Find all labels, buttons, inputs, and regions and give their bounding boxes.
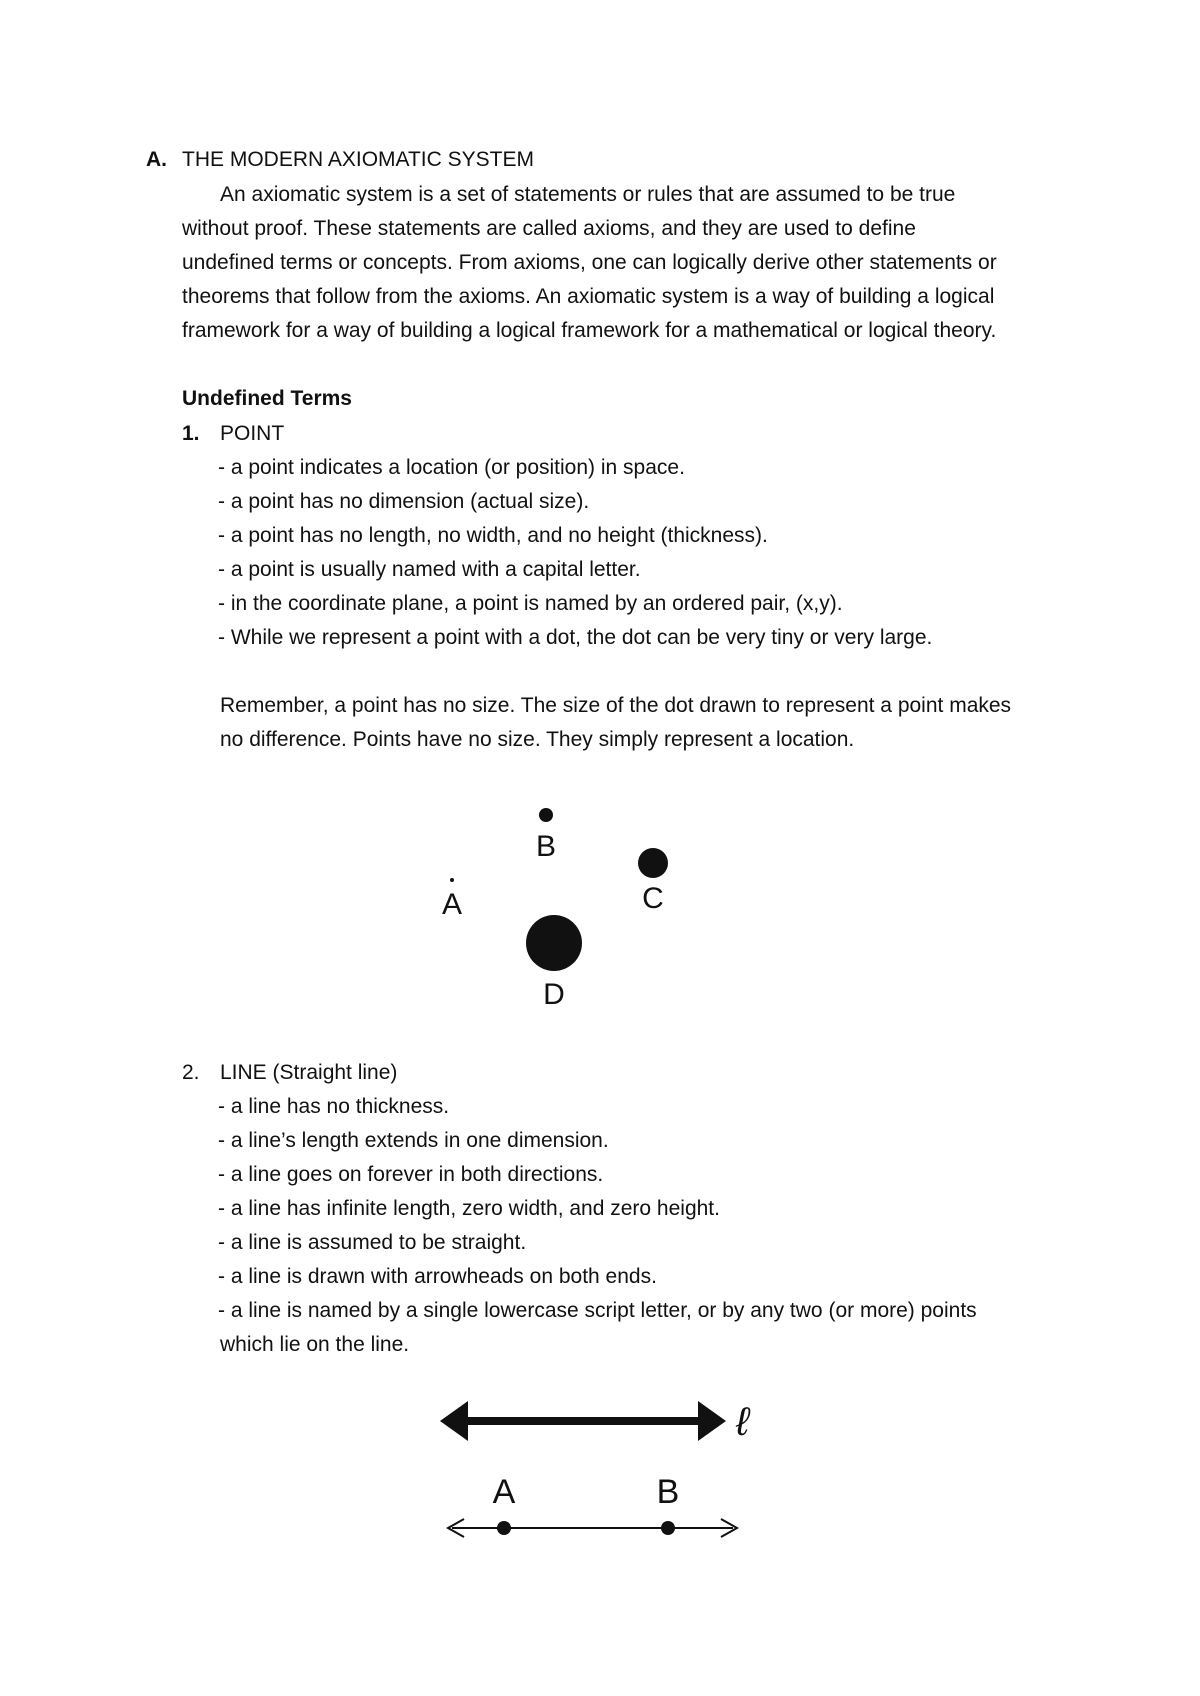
line-point-a-label: A bbox=[492, 1473, 516, 1511]
right-arrowhead bbox=[698, 1401, 726, 1441]
remember-line: Remember, a point has no size. The size of the dot drawn to represent a point makes bbox=[220, 694, 1012, 717]
intro-line: An axiomatic system is a set of statements or rules that are assumed to be true bbox=[220, 183, 956, 206]
point-bullet: - a point has no length, no width, and no height (thickness). bbox=[218, 524, 768, 547]
point-bullet: - a point has no dimension (actual size). bbox=[218, 490, 590, 513]
section-title: THE MODERN AXIOMATIC SYSTEM bbox=[182, 148, 534, 171]
intro-line: framework for a way of building a logical framework for a mathematical or logical theory. bbox=[182, 319, 997, 342]
line-figure bbox=[430, 1385, 770, 1555]
line-bullet: - a line has no thickness. bbox=[218, 1095, 450, 1118]
line-bullet: - a line is drawn with arrowheads on both ends. bbox=[218, 1265, 657, 1288]
section-letter: A. bbox=[146, 148, 167, 171]
point-bullet: - While we represent a point with a dot, the dot can be very tiny or very large. bbox=[218, 626, 933, 649]
point-c-label: C bbox=[642, 882, 664, 915]
point-number: 1. bbox=[182, 422, 200, 445]
point-a-dot bbox=[450, 878, 454, 882]
point-d-dot bbox=[526, 915, 582, 971]
point-a-label: A bbox=[441, 888, 463, 921]
line-number: 2. bbox=[182, 1061, 200, 1084]
remember-line: no difference. Points have no size. They simply represent a location. bbox=[220, 728, 855, 751]
point-bullet: - a point indicates a location (or position) in space. bbox=[218, 456, 685, 479]
intro-line: without proof. These statements are called axioms, and they are used to define bbox=[182, 217, 916, 240]
point-b-dot bbox=[539, 808, 553, 822]
point-c-dot bbox=[638, 848, 668, 878]
intro-line: theorems that follow from the axioms. An axiomatic system is a way of building a logical bbox=[182, 285, 995, 308]
line-bullet: which lie on the line. bbox=[220, 1333, 410, 1356]
line-bullet: - a line has infinite length, zero width, and zero height. bbox=[218, 1197, 720, 1220]
line-bullet: - a line is assumed to be straight. bbox=[218, 1231, 527, 1254]
left-arrowhead bbox=[440, 1401, 468, 1441]
undefined-terms-heading: Undefined Terms bbox=[182, 387, 352, 410]
line-bullet: - a line goes on forever in both directions. bbox=[218, 1163, 604, 1186]
points-figure bbox=[420, 790, 700, 1020]
line-bullet: - a line is named by a single lowercase script letter, or by any two (or more) points bbox=[218, 1299, 977, 1322]
line-bullet: - a line’s length extends in one dimension. bbox=[218, 1129, 609, 1152]
line-title: LINE (Straight line) bbox=[220, 1061, 398, 1084]
point-b-label: B bbox=[535, 830, 557, 863]
line-point-b-label: B bbox=[656, 1473, 680, 1511]
point-title: POINT bbox=[220, 422, 285, 445]
point-d-label: D bbox=[543, 978, 565, 1011]
point-bullet: - a point is usually named with a capital letter. bbox=[218, 558, 641, 581]
point-bullet: - in the coordinate plane, a point is named by an ordered pair, (x,y). bbox=[218, 592, 843, 615]
line-point-b-dot bbox=[661, 1521, 675, 1535]
line-point-a-dot bbox=[497, 1521, 511, 1535]
line-script-label: ℓ bbox=[736, 1400, 749, 1444]
intro-line: undefined terms or concepts. From axioms, one can logically derive other statements or bbox=[182, 251, 997, 274]
